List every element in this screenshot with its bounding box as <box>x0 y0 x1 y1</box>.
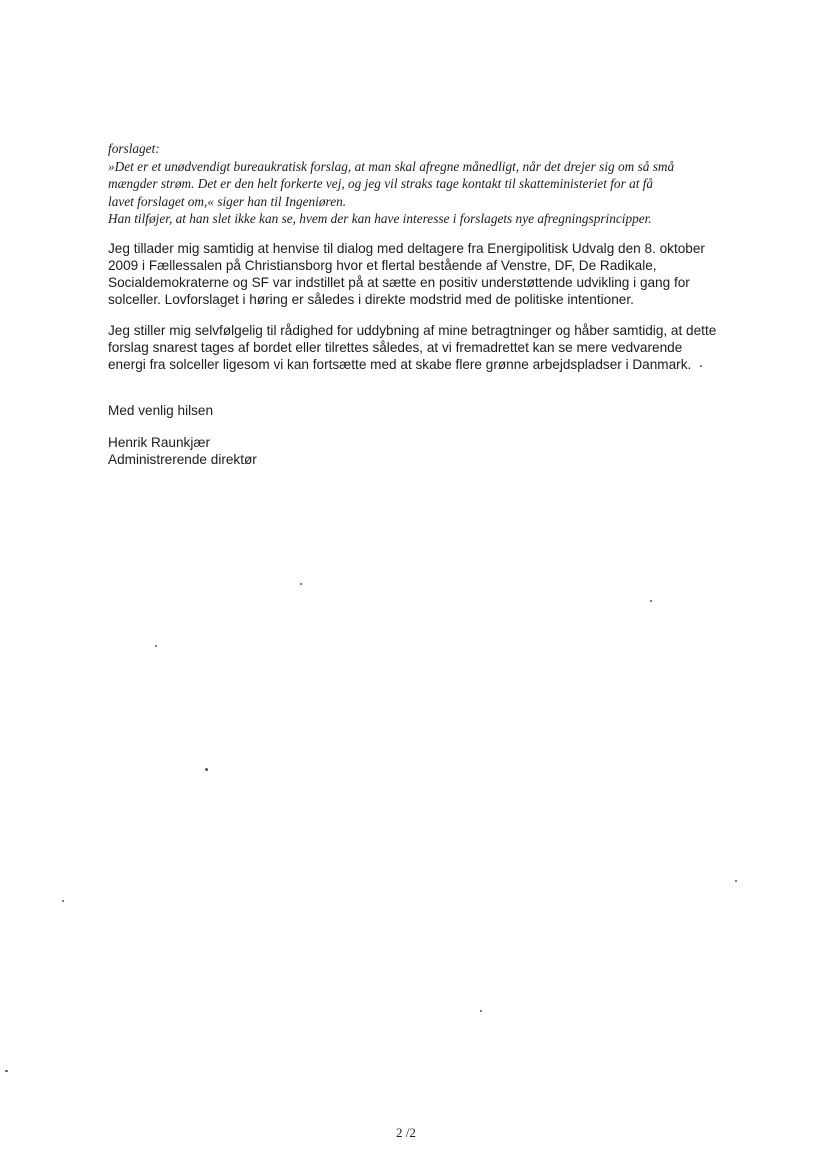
paragraph-line: Socialdemokraterne og SF var indstillet på at sætte en positiv understøttende udvikling i gang for <box>108 275 690 290</box>
scan-speck <box>650 600 652 602</box>
closing-salutation: Med venlig hilsen <box>108 403 214 418</box>
scan-speck <box>205 768 208 771</box>
scan-speck <box>300 583 302 585</box>
quote-line: lavet forslaget om,« siger han til Ingeniøren. <box>108 193 347 209</box>
paragraph-dialog-reference <box>108 240 758 308</box>
scan-speck <box>700 365 702 367</box>
paragraph-line: 2009 i Fællessalen på Christiansborg hvor et flertal bestående af Venstre, DF, De Radikale, <box>108 258 657 273</box>
quote-lead: forslaget: <box>108 141 160 156</box>
signature-block <box>108 434 758 468</box>
quote-line: Han tilføjer, at han slet ikke kan se, hvem der kan have interesse i forslagets nye afregningsprincipper. <box>108 211 652 227</box>
paragraph-line: Jeg tillader mig samtidig at henvise til dialog med deltagere fra Energipolitisk Udvalg den 8. oktober <box>108 241 705 256</box>
paragraph-line: solceller. Lovforslaget i høring er således i direkte modstrid med de politiske intentioner. <box>108 292 634 307</box>
paragraph-line: forslag snarest tages af bordet eller tilrettes således, at vi fremadrettet kan se mere vedvarende <box>108 340 683 355</box>
page-number: 2 /2 <box>396 1125 416 1140</box>
paragraph-offer <box>108 322 758 373</box>
scan-speck <box>480 1010 482 1012</box>
quote-line: »Det er et unødvendigt bureaukratisk forslag, at man skal afregne månedligt, når det drejer sig om så små <box>108 158 675 174</box>
signer-title: Administrerende direktør <box>108 452 257 467</box>
signer-name: Henrik Raunkjær <box>108 435 210 450</box>
scan-speck <box>62 900 64 902</box>
quoted-statement <box>108 140 748 228</box>
scan-speck <box>735 880 737 882</box>
paragraph-line: energi fra solceller ligesom vi kan fortsætte med at skabe flere grønne arbejdspladser i Danmark. <box>108 357 692 372</box>
paragraph-line: Jeg stiller mig selvfølgelig til rådighed for uddybning af mine betragtninger og håber samtidig, at dette <box>108 323 717 338</box>
scan-speck <box>155 645 157 647</box>
quote-line: mængder strøm. Det er den helt forkerte vej, og jeg vil straks tage kontakt til skatteministeriet for at få <box>108 176 654 192</box>
scan-speck <box>5 1070 8 1072</box>
